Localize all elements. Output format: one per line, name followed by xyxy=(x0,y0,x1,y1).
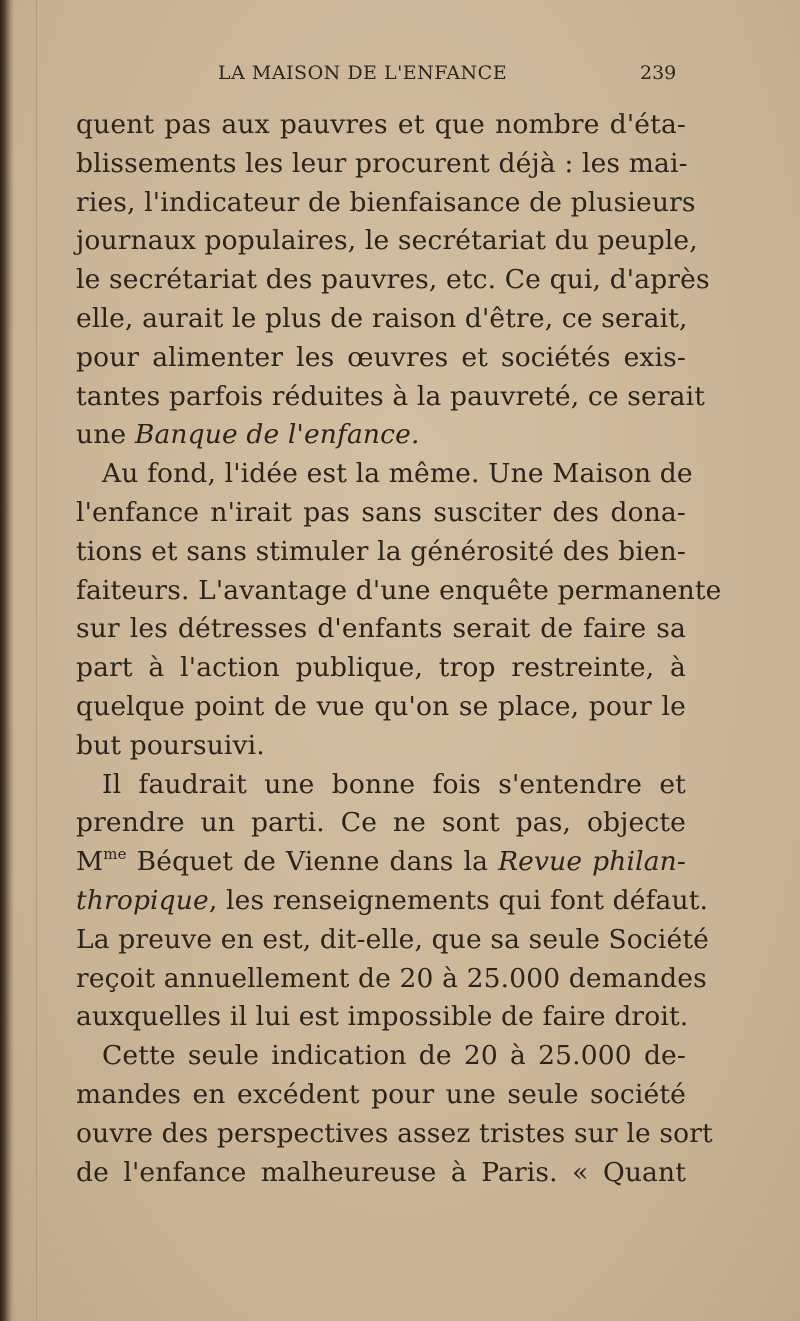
superscript: me xyxy=(103,845,127,864)
text-line: prendre un parti. Ce ne sont pas, objecte xyxy=(76,807,686,839)
text-line: sur les détresses d'enfants serait de faire sa xyxy=(76,613,686,645)
text-line: le secrétariat des pauvres, etc. Ce qui, d'après xyxy=(76,264,710,296)
text-line: faiteurs. L'avantage d'une enquête permanente xyxy=(76,574,722,606)
text-line: mandes en excédent pour une seule société xyxy=(76,1078,686,1110)
page-gutter xyxy=(0,0,14,1321)
text-line: de l'enfance malheureuse à Paris. « Quant xyxy=(76,1156,686,1188)
text-line: tantes parfois réduites à la pauvreté, ce serait xyxy=(76,380,706,412)
text-span: une xyxy=(76,419,135,451)
text-line: La preuve en est, dit-elle, que sa seule Société xyxy=(76,923,709,955)
body-text xyxy=(76,106,722,1192)
italic-title: thropique xyxy=(76,884,209,916)
text-span: M xyxy=(76,846,104,878)
text-line: quelque point de vue qu'on se place, pour le xyxy=(76,690,686,722)
text-line: auxquelles il lui est impossible de faire droit. xyxy=(76,1001,689,1033)
text-line: ries, l'indicateur de bienfaisance de plusieurs xyxy=(76,186,696,218)
text-line xyxy=(76,882,709,921)
paragraph-start-line: Au fond, l'idée est la même. Une Maison de xyxy=(102,458,693,490)
text-span: Béquet de Vienne dans la xyxy=(126,846,499,878)
text-line: ouvre des perspectives assez tristes sur le sort xyxy=(76,1117,713,1149)
running-head: LA MAISON DE L'ENFANCE xyxy=(218,62,508,84)
text-line: pour alimenter les œuvres et sociétés exis- xyxy=(76,341,686,373)
text-line: elle, aurait le plus de raison d'être, ce serait, xyxy=(76,302,688,334)
text-line xyxy=(76,843,686,882)
paragraph-start-line: Il faudrait une bonne fois s'entendre et xyxy=(102,768,686,800)
text-line: tions et sans stimuler la générosité des bien- xyxy=(76,535,686,567)
text-line: part à l'action publique, trop restreinte, à xyxy=(76,652,686,684)
page-number: 239 xyxy=(640,62,677,84)
text-span: , les renseignements qui font défaut. xyxy=(208,884,709,916)
text-line: blissements les leur procurent déjà : les mai- xyxy=(76,147,688,179)
text-line: quent pas aux pauvres et que nombre d'éta- xyxy=(76,109,686,140)
gutter-shadow-line xyxy=(36,0,37,1321)
text-line: reçoit annuellement de 20 à 25.000 demandes xyxy=(76,962,707,994)
text-line: journaux populaires, le secrétariat du peuple, xyxy=(76,225,698,257)
text-line xyxy=(76,416,686,455)
italic-title: Banque de l'enfance. xyxy=(134,419,420,451)
page-header xyxy=(0,58,800,92)
text-line: l'enfance n'irait pas sans susciter des dona- xyxy=(76,496,686,528)
text-line: but poursuivi. xyxy=(76,729,265,761)
italic-title: Revue philan- xyxy=(498,846,686,878)
paragraph-start-line: Cette seule indication de 20 à 25.000 de- xyxy=(102,1040,686,1072)
